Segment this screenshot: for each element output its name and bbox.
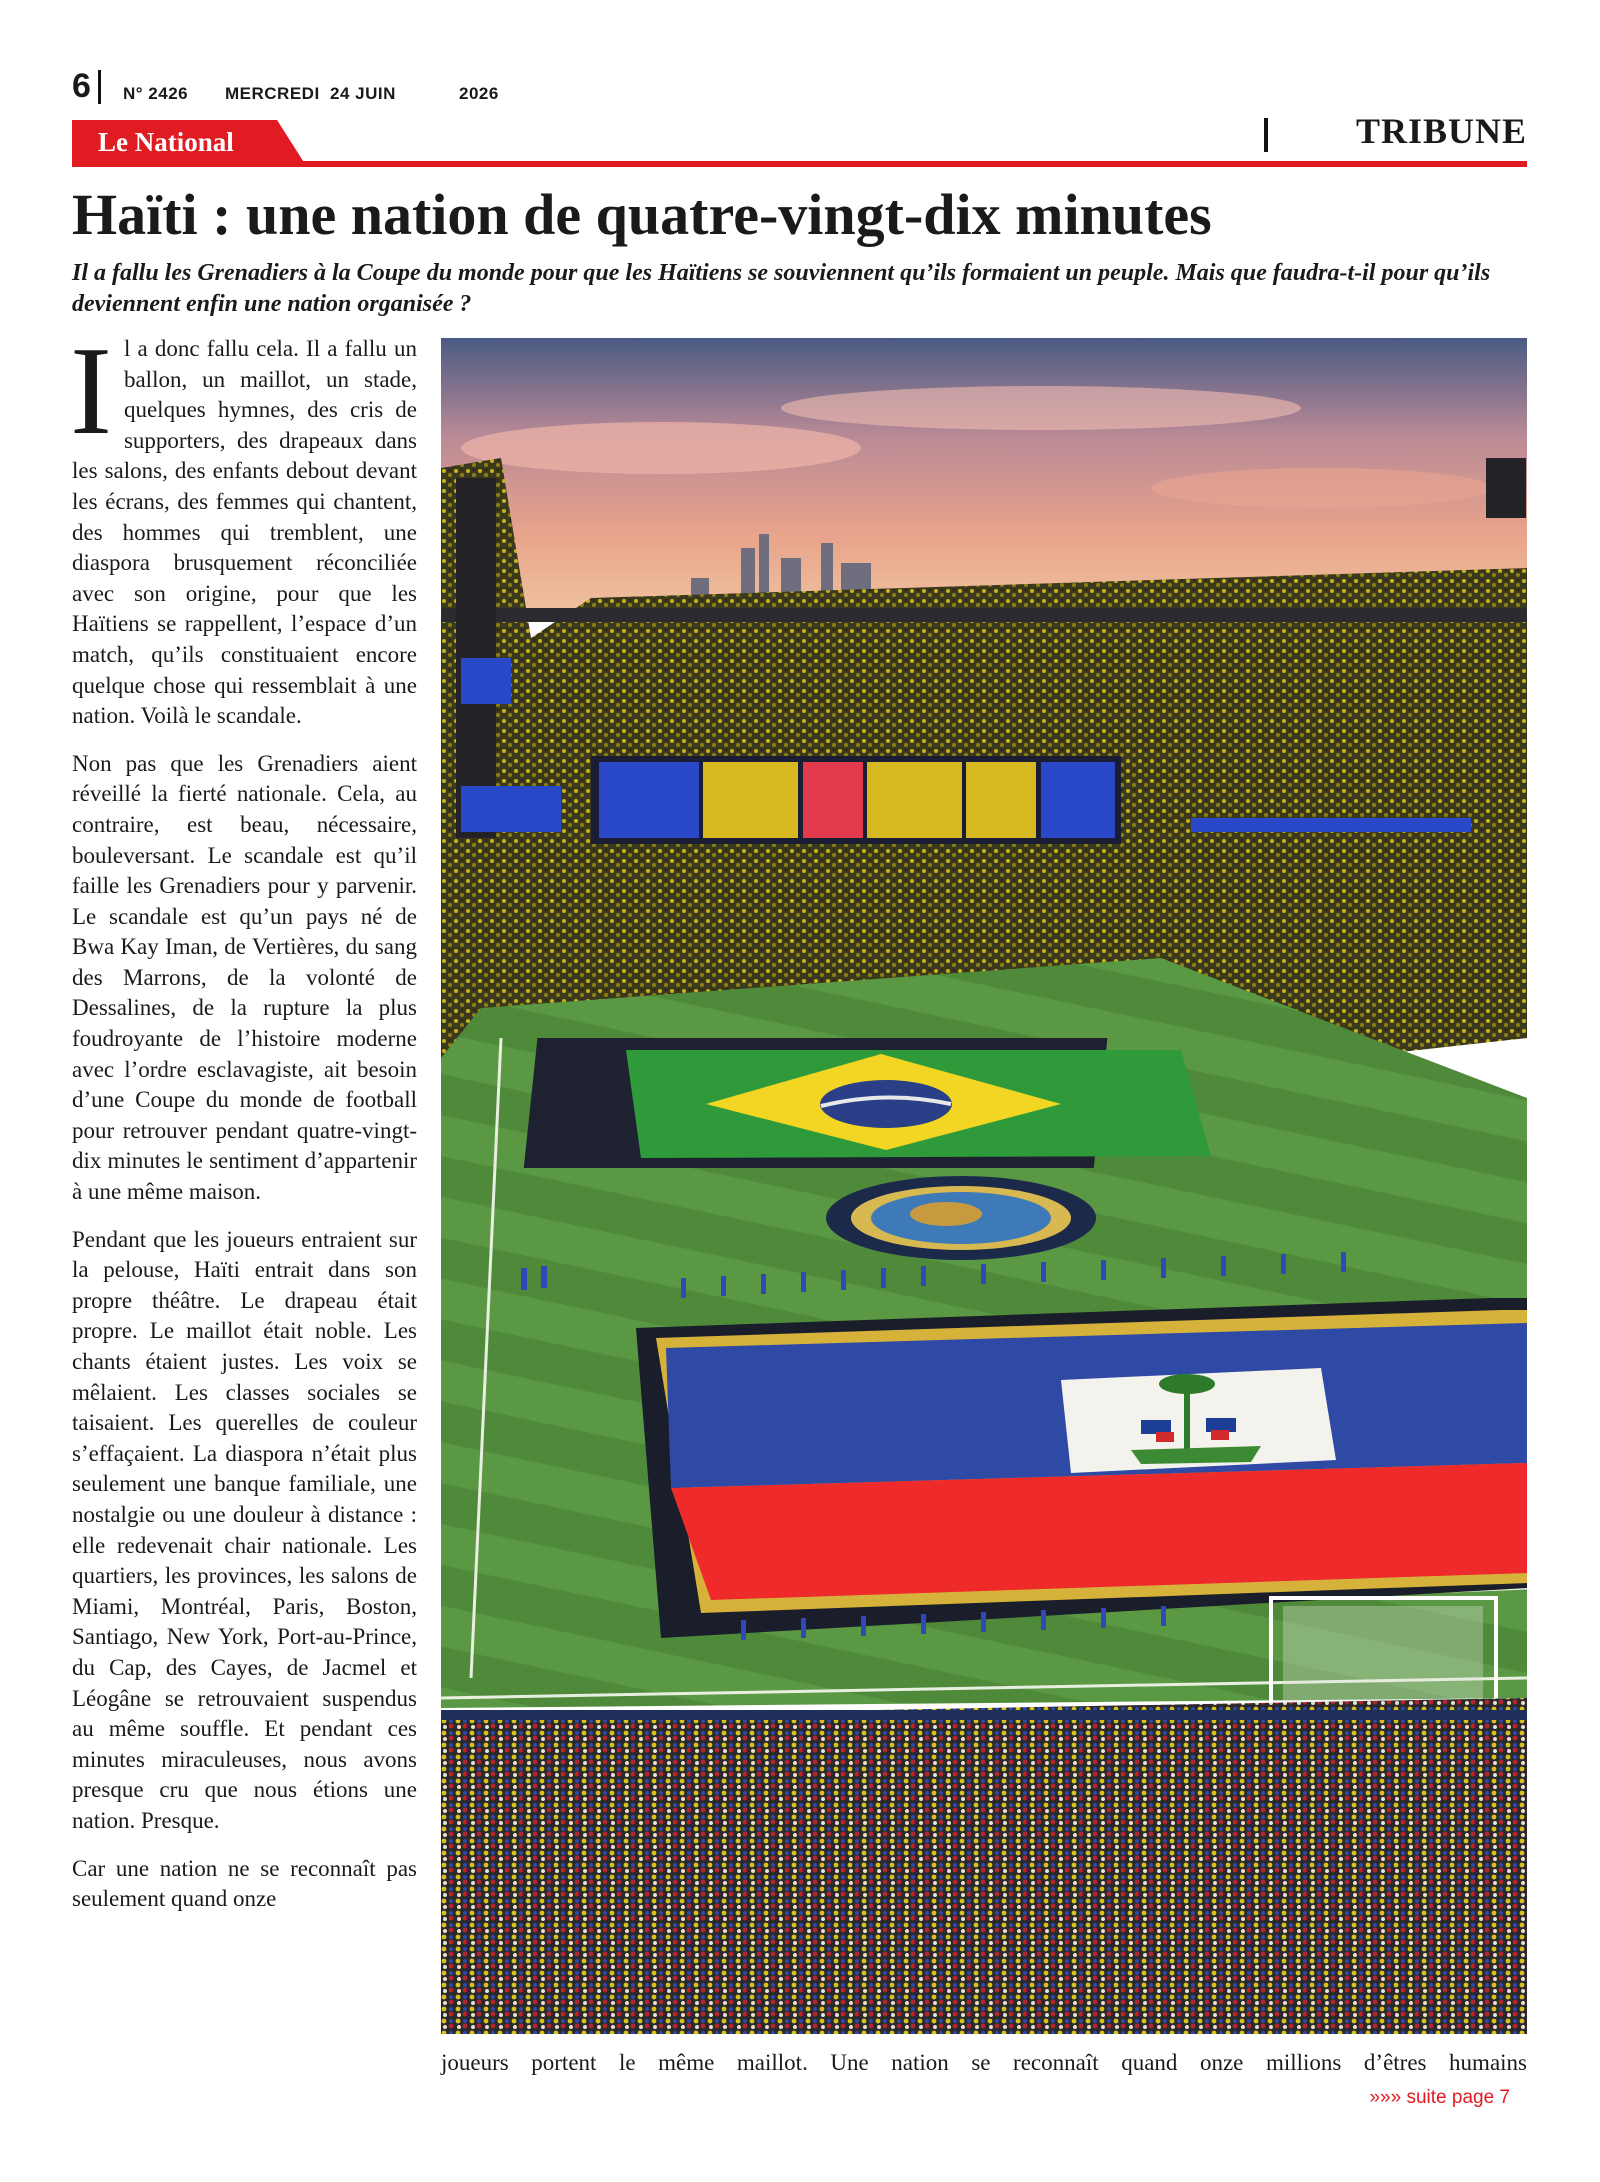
paragraph-3: Pendant que les joueurs entraient sur la pelouse, Haïti entrait dans son propre théâtre. Le drapeau était propre. Le maillot était noble. Les chants étaient justes. Les voix se mêlaient. Les classes sociales se taisaient. Les querelles de couleur s’effaçaient. La diaspora n’était plus seulement une banque familiale, une nostalgie ou une douleur à distance : elle redevenait chair nationale. Les quartiers, les provinces, les salons de Miami, Montréal, Paris, Boston, Santiago, New York, Port-au-Prince, du Cap, des Cayes, de Jacmel et Léogâne se retrouvaient suspendus au même souffle. Et pendant ces minutes miraculeuses, nous avons presque cru que nous étions une nation. Presque.: [72, 1226, 417, 1833]
drop-cap: I: [70, 322, 112, 461]
weekday: MERCREDI: [225, 84, 320, 103]
issue-number: N° 2426: [123, 84, 189, 103]
section-divider: [1264, 118, 1268, 152]
page-number: 6: [72, 67, 91, 105]
date: 24 JUIN: [330, 84, 396, 103]
publication-name: Le National: [98, 127, 234, 157]
article-body: [70, 322, 417, 1915]
paragraph-2: Non pas que les Grenadiers aient réveillé la fierté nationale. Cela, au contraire, est beau, nécessaire, bouleversant. Le scandale est qu’il faille les Grenadiers pour y parvenir. Le scandale est qu’un pays né de Bwa Kay Iman, de Vertières, du sang des Marrons, de la volonté de Dessalines, de la rupture la plus foudroyante de l’histoire moderne avec l’ordre esclavagiste, ait besoin d’une Coupe du monde de football pour retrouver pendant quatre-vingt-dix minutes le sentiment d’appartenir à une même maison.: [72, 750, 417, 1205]
header-rule: [72, 161, 1527, 167]
jump-link[interactable]: »»» suite page 7: [1369, 2087, 1510, 2108]
paragraph-1-text: l a donc fallu cela. Il a fallu un ballon, un maillot, un stade, quelques hymnes, des cris de supporters, des drapeaux dans les salons, des enfants debout devant les écrans, des femmes qui chantent, des hommes qui tremblent, une diaspora brusquement réconciliée avec son origine, pour que les Haïtiens se rappellent, l’espace d’un match, qu’ils constituaient encore quelque chose qui ressemblait à une nation. Voilà le scandale.: [72, 336, 417, 729]
article-dek: Il a fallu les Grenadiers à la Coupe du monde pour que les Haïtiens se souviennent qu’ils formaient un peuple. Mais que faudra-t-il pour qu’ils deviennent enfin une nation organisée ?: [72, 260, 1491, 317]
paragraph-1: [70, 322, 417, 732]
stadium-photo: [441, 338, 1527, 2034]
year: 2026: [459, 84, 499, 103]
paragraph-4: Car une nation ne se reconnaît pas seulement quand onze: [72, 1855, 417, 1912]
section-label: TRIBUNE: [1355, 111, 1527, 151]
article-title: Haïti : une nation de quatre-vingt-dix minutes: [72, 182, 1212, 247]
header-divider: [98, 70, 101, 104]
continuation-text: joueurs portent le même maillot. Une nation se reconnaît quand onze millions d’êtres humains: [441, 2050, 1527, 2075]
